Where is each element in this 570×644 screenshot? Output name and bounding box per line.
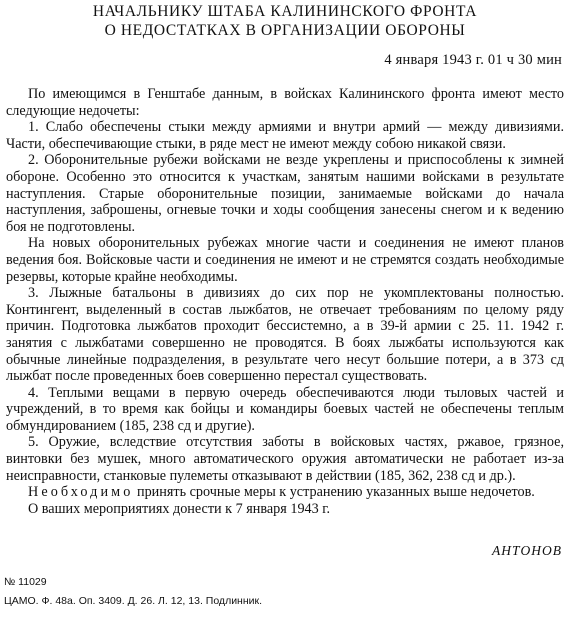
paragraph-2: 2. Оборонительные рубежи войсками не везде укреплены и приспособлены к зимней обороне. Особенно это относится к участкам, занятым нашими войсками в результате наступления. Старые оборонительные позиции, занимаемые войсками до начала наступления, заброшены, огневые точки и ходы сообщения занесены снегом и к ведению боя не подготовлены.	[6, 152, 564, 235]
paragraph-2b: На новых оборонительных рубежах многие части и соединения не имеют планов ведения боя. Войсковые части и соединения не имеют и не стремятся создать необходимые резервы, которые крайне необходимы.	[6, 235, 564, 285]
archive-reference: ЦАМО. Ф. 48а. Оп. 3409. Д. 26. Л. 12, 13. Подлинник.	[4, 595, 263, 608]
paragraph-intro: По имеющимся в Генштабе данным, в войсках Калининского фронта имеют место следующие недочеты:	[6, 86, 564, 119]
paragraph-5: 5. Оружие, вследствие отсутствия заботы в войсковых частях, ржавое, грязное, винтовки без мушек, много автоматического оружия автоматически не работает из-за неисправности, станковые пулеметы отказывают в действии (185, 362, 238 сд и др.).	[6, 434, 564, 484]
paragraph-1: 1. Слабо обеспечены стыки между армиями и внутри армий — между дивизиями. Части, обеспечивающие стыки, в ряде мест не имеют между собою никакой связи.	[6, 119, 564, 152]
title-line-1: НАЧАЛЬНИКУ ШТАБА КАЛИНИНСКОГО ФРОНТА	[92, 3, 478, 20]
title-line-2: О НЕДОСТАТКАХ В ОРГАНИЗАЦИИ ОБОРОНЫ	[104, 22, 466, 39]
paragraph-4: 4. Теплыми вещами в первую очередь обеспечиваются люди тыловых частей и учреждений, в то время как бойцы и командиры боевых частей не обеспечены теплым обмундированием (185, 238 сд и другие).	[6, 384, 564, 434]
document-footer	[4, 573, 564, 611]
document-dateline: 4 января 1943 г. 01 ч 30 мин	[384, 52, 562, 68]
signature: АНТОНОВ	[492, 543, 562, 559]
emphasis-spaced: Необходимо	[28, 484, 134, 501]
document-body	[6, 86, 564, 517]
paragraph-7: О ваших мероприятиях донести к 7 января 1943 г.	[28, 500, 331, 517]
paragraph-6	[6, 484, 564, 501]
paragraph-6-text: принять срочные меры к устранению указанных выше недочетов.	[133, 484, 535, 501]
document-number: № 11029	[4, 576, 47, 589]
document-title	[6, 2, 564, 40]
document-page	[6, 0, 564, 611]
paragraph-3: 3. Лыжные батальоны в дивизиях до сих пор не укомплектованы полностью. Контингент, выделенный в состав лыжбатов, не отвечает требованиям по целому ряду причин. Подготовка лыжбатов проходит бессистемно, а в 39-й армии с 25. 11. 1942 г. занятия с лыжбатами совершенно не проводятся. В боях лыжбаты используются как обычные линейные подразделения, в результате чего несут большие потери, а в 373 сд лыжбат после проведенных боев совершенно перестал существовать.	[6, 285, 564, 385]
